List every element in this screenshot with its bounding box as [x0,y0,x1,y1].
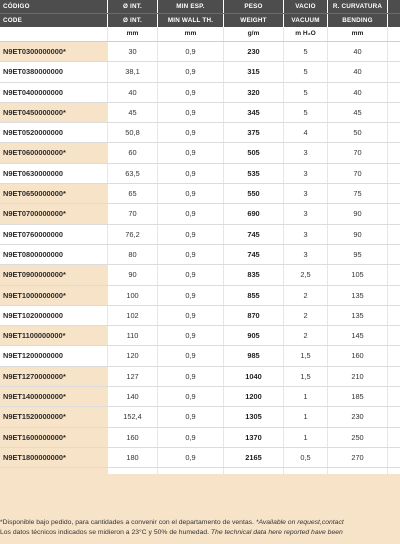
units-row [0,27,400,41]
cell-vacuum: 1 [284,428,328,447]
table-row [0,123,400,143]
table-row [0,448,400,468]
table-row [0,387,400,407]
header-int-en: Ø INT. [108,14,158,27]
cell-code: N9ET0650000000* [0,184,108,203]
cell-extra [388,143,400,162]
footnote-conditions-es: Los datos técnicos indicados se midieron a 23°C y 50% de humedad. [0,528,210,536]
cell-vacuum: 1 [284,387,328,406]
cell-weight: 345 [224,103,284,122]
table-row [0,367,400,387]
cell-min-wall: 0,9 [158,245,224,264]
cell-bending: 90 [328,225,388,244]
cell-extra [388,164,400,183]
cell-min-wall: 0,9 [158,326,224,345]
cell-int-diameter: 102 [108,306,158,325]
cell-extra [388,225,400,244]
cell-bending: 105 [328,265,388,284]
cell-extra [388,448,400,467]
cell-weight: 690 [224,204,284,223]
cell-vacuum: 2 [284,306,328,325]
footnote-conditions-en: The technical data here reported have been [210,528,343,536]
cell-code: N9ET1200000000 [0,346,108,365]
cell-int-diameter: 100 [108,286,158,305]
header-bending-es: R. CURVATURA [328,0,388,13]
header-code-en: CODE [0,14,108,27]
cell-code: N9ET0630000000 [0,164,108,183]
table-row [0,286,400,306]
cell-bending: 145 [328,326,388,345]
cell-bending: 70 [328,143,388,162]
cell-weight: 870 [224,306,284,325]
table-row [0,83,400,103]
cell-min-wall: 0,9 [158,367,224,386]
cell-weight: 745 [224,225,284,244]
cell-min-wall: 0,9 [158,42,224,61]
cell-extra [388,387,400,406]
cell-vacuum: 4 [284,123,328,142]
cell-vacuum: 3 [284,143,328,162]
cell-bending: 230 [328,407,388,426]
cell-code: N9ET0600000000* [0,143,108,162]
cell-int-diameter: 38,1 [108,62,158,81]
cell-min-wall: 0,9 [158,448,224,467]
cell-code: N9ET1020000000 [0,306,108,325]
table-row [0,42,400,62]
cell-code: N9ET0400000000 [0,83,108,102]
cell-bending: 40 [328,42,388,61]
cell-weight: 550 [224,184,284,203]
header-weight-es: PESO [224,0,284,13]
cell-min-wall: 0,9 [158,143,224,162]
cell-vacuum: 5 [284,62,328,81]
cell-int-diameter: 50,8 [108,123,158,142]
cell-vacuum: 3 [284,184,328,203]
cell-min-wall: 0,9 [158,428,224,447]
cell-weight: 985 [224,346,284,365]
header-vacuum-en: VACUUM [284,14,328,27]
cell-min-wall: 0,9 [158,346,224,365]
cell-bending: 70 [328,164,388,183]
header-code-es: CÓDIGO [0,0,108,13]
cell-extra [388,265,400,284]
cell-bending: 270 [328,448,388,467]
cell-int-diameter: 90 [108,265,158,284]
cell-code: N9ET1520000000* [0,407,108,426]
header-extra-cell [388,14,400,27]
cell-code: N9ET1800000000* [0,448,108,467]
table-row [0,184,400,204]
cell-extra [388,326,400,345]
cell-extra [388,286,400,305]
cell-vacuum: 5 [284,83,328,102]
cell-extra [388,245,400,264]
cell-int-diameter: 63,5 [108,164,158,183]
cell-weight: 2165 [224,448,284,467]
cell-code: N9ET1600000000* [0,428,108,447]
header-row-spanish [0,0,400,14]
cell-vacuum: 3 [284,164,328,183]
cell-vacuum: 1,5 [284,367,328,386]
cell-weight: 535 [224,164,284,183]
cell-int-diameter: 160 [108,428,158,447]
cell-extra [388,367,400,386]
cell-bending: 45 [328,103,388,122]
cell-int-diameter: 76,2 [108,225,158,244]
header-wall-en: MIN WALL TH. [158,14,224,27]
unit-weight: g/m [224,27,284,41]
table-row [0,204,400,224]
table-row [0,346,400,366]
cell-weight: 1200 [224,387,284,406]
cell-bending: 250 [328,428,388,447]
cell-min-wall: 0,9 [158,286,224,305]
unit-vacuum: m H₂O [284,27,328,41]
cell-weight: 1305 [224,407,284,426]
cell-extra [388,204,400,223]
cell-weight: 1040 [224,367,284,386]
cell-vacuum: 2,5 [284,265,328,284]
cell-int-diameter: 120 [108,346,158,365]
cell-extra [388,184,400,203]
cell-int-diameter: 152,4 [108,407,158,426]
cell-vacuum: 3 [284,204,328,223]
table-row [0,225,400,245]
cell-bending: 185 [328,387,388,406]
cell-weight: 905 [224,326,284,345]
cell-code: N9ET1400000000* [0,387,108,406]
cell-min-wall: 0,9 [158,265,224,284]
cell-int-diameter: 45 [108,103,158,122]
table-row [0,143,400,163]
cell-int-diameter: 140 [108,387,158,406]
table-row [0,306,400,326]
cell-int-diameter: 40 [108,83,158,102]
unit-bending: mm [328,27,388,41]
cell-bending: 95 [328,245,388,264]
table-row [0,245,400,265]
cell-int-diameter: 180 [108,448,158,467]
cell-min-wall: 0,9 [158,184,224,203]
footnote-line-1 [0,518,400,528]
footnotes [0,518,400,537]
cell-bending: 50 [328,123,388,142]
cell-code: N9ET0520000000 [0,123,108,142]
table-row [0,164,400,184]
cell-bending: 135 [328,306,388,325]
table-body [0,41,400,489]
cell-min-wall: 0,9 [158,62,224,81]
cell-extra [388,428,400,447]
cell-weight: 835 [224,265,284,284]
cell-code: N9ET0450000000* [0,103,108,122]
cell-min-wall: 0,9 [158,387,224,406]
cell-vacuum: 3 [284,245,328,264]
table-row [0,265,400,285]
cell-bending: 75 [328,184,388,203]
cell-min-wall: 0,9 [158,407,224,426]
cell-code: N9ET0800000000 [0,245,108,264]
cell-extra [388,83,400,102]
cell-vacuum: 1 [284,407,328,426]
cell-code: N9ET1270000000* [0,367,108,386]
units-extra-cell [388,27,400,41]
cell-extra [388,407,400,426]
table-row [0,428,400,448]
table-row [0,62,400,82]
footnote-availability-es: *Disponible bajo pedido, para cantidades a convenir con el departamento de ventas. [0,519,254,526]
unit-int: mm [108,27,158,41]
cell-code: N9ET1000000000* [0,286,108,305]
header-bending-en: BENDING [328,14,388,27]
cell-min-wall: 0,9 [158,164,224,183]
cell-weight: 505 [224,143,284,162]
cell-int-diameter: 110 [108,326,158,345]
cell-code: N9ET0300000000* [0,42,108,61]
table-row [0,407,400,427]
cell-bending: 90 [328,204,388,223]
cell-vacuum: 5 [284,42,328,61]
table-row [0,103,400,123]
cell-min-wall: 0,9 [158,83,224,102]
footnote-line-2 [0,528,400,538]
cell-code: N9ET0380000000 [0,62,108,81]
unit-wall: mm [158,27,224,41]
cell-vacuum: 3 [284,225,328,244]
cell-extra [388,123,400,142]
header-int-es: Ø INT. [108,0,158,13]
cell-code: N9ET1100000000* [0,326,108,345]
cell-int-diameter: 70 [108,204,158,223]
cell-min-wall: 0,9 [158,103,224,122]
cell-bending: 135 [328,286,388,305]
cell-weight: 320 [224,83,284,102]
cell-extra [388,62,400,81]
cell-extra [388,42,400,61]
cell-int-diameter: 30 [108,42,158,61]
cell-bending: 160 [328,346,388,365]
cell-bending: 210 [328,367,388,386]
header-vacuum-es: VACIO [284,0,328,13]
cell-int-diameter: 80 [108,245,158,264]
units-code-cell [0,27,108,41]
cell-bending: 40 [328,62,388,81]
header-row-english [0,14,400,27]
cell-weight: 375 [224,123,284,142]
cell-weight: 230 [224,42,284,61]
cell-extra [388,306,400,325]
cell-weight: 745 [224,245,284,264]
cell-vacuum: 0,5 [284,448,328,467]
header-weight-en: WEIGHT [224,14,284,27]
cell-int-diameter: 127 [108,367,158,386]
header-extra-cell [388,0,400,13]
cell-bending: 40 [328,83,388,102]
cell-int-diameter: 65 [108,184,158,203]
cell-vacuum: 2 [284,326,328,345]
cell-vacuum: 1,5 [284,346,328,365]
cell-code: N9ET0700000000* [0,204,108,223]
cell-min-wall: 0,9 [158,204,224,223]
cell-vacuum: 2 [284,286,328,305]
cell-weight: 855 [224,286,284,305]
cell-weight: 1370 [224,428,284,447]
footnote-availability-en: *Available on request,contact [255,519,344,526]
table-row [0,326,400,346]
cell-vacuum: 5 [284,103,328,122]
cell-extra [388,103,400,122]
cell-code: N9ET0900000000* [0,265,108,284]
cell-min-wall: 0,9 [158,123,224,142]
cell-min-wall: 0,9 [158,306,224,325]
cell-weight: 315 [224,62,284,81]
cell-extra [388,346,400,365]
header-wall-es: MIN ESP. [158,0,224,13]
cell-int-diameter: 60 [108,143,158,162]
cell-min-wall: 0,9 [158,225,224,244]
cell-code: N9ET0760000000 [0,225,108,244]
